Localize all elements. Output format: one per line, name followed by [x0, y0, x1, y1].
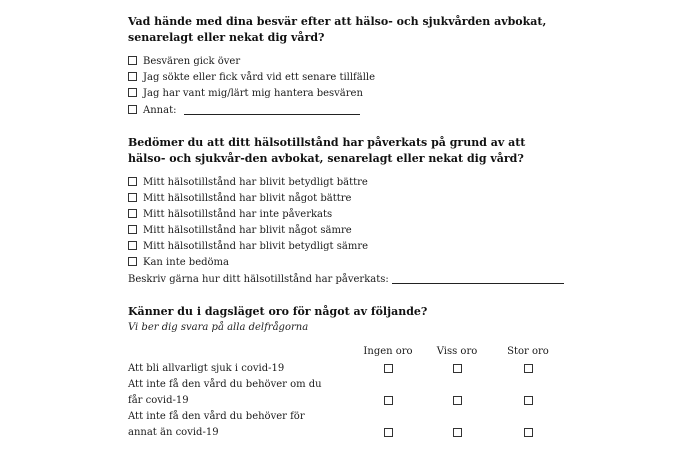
checkbox[interactable] [128, 225, 137, 234]
row1-viss-oro-checkbox[interactable] [453, 364, 462, 373]
q2-option-1[interactable]: Mitt hälsotillstånd har blivit betydligt bättre [128, 176, 368, 190]
q1-option-3[interactable]: Jag har vant mig/lärt mig hantera besvären [128, 87, 363, 101]
row2-viss-oro-checkbox[interactable] [453, 396, 462, 405]
checkbox[interactable] [128, 209, 137, 218]
other-text-line[interactable] [184, 103, 360, 115]
checkbox[interactable] [128, 72, 137, 81]
q2-describe[interactable] [128, 272, 564, 287]
question-3-subtitle: Vi ber dig svara på alla delfrågorna [128, 322, 309, 333]
checkbox[interactable] [128, 257, 137, 266]
q2-option-6[interactable]: Kan inte bedöma [128, 256, 229, 270]
describe-label: Beskriv gärna hur ditt hälsotillstånd har påverkats: [128, 274, 389, 285]
describe-text-line[interactable] [392, 272, 564, 284]
q2-option-3[interactable]: Mitt hälsotillstånd har inte påverkats [128, 208, 332, 222]
q1-option-1[interactable]: Besvären gick över [128, 55, 240, 69]
checkbox[interactable] [128, 105, 137, 114]
column-header-viss-oro: Viss oro [436, 346, 478, 357]
q1-option-other[interactable]: Annat: [128, 103, 360, 118]
column-header-ingen-oro: Ingen oro [363, 346, 413, 357]
row1-ingen-oro-checkbox[interactable] [384, 364, 393, 373]
row3-stor-oro-checkbox[interactable] [524, 428, 533, 437]
q2-option-2[interactable]: Mitt hälsotillstånd har blivit något bättre [128, 192, 351, 206]
checkbox[interactable] [128, 88, 137, 97]
row2-ingen-oro-checkbox[interactable] [384, 396, 393, 405]
checkbox[interactable] [128, 193, 137, 202]
row1-stor-oro-checkbox[interactable] [524, 364, 533, 373]
column-header-stor-oro: Stor oro [507, 346, 549, 357]
table-row-label: Att bli allvarligt sjuk i covid-19 [128, 363, 285, 374]
question-1-title: Vad hände med dina besvär efter att hälso- och sjukvården avbokat, senarelagt eller nekat dig vård? [128, 15, 547, 44]
q2-option-4[interactable]: Mitt hälsotillstånd har blivit något sämre [128, 224, 352, 238]
row3-viss-oro-checkbox[interactable] [453, 428, 462, 437]
checkbox[interactable] [128, 177, 137, 186]
q2-option-5[interactable]: Mitt hälsotillstånd har blivit betydligt sämre [128, 240, 368, 254]
table-row-label: Att inte få den vård du behöver för annat än covid-19 [128, 411, 305, 438]
table-row-label: Att inte få den vård du behöver om du får covid-19 [128, 379, 322, 406]
row3-ingen-oro-checkbox[interactable] [384, 428, 393, 437]
q1-option-2[interactable]: Jag sökte eller fick vård vid ett senare tillfälle [128, 71, 375, 85]
checkbox[interactable] [128, 56, 137, 65]
question-3-title: Känner du i dagsläget oro för något av följande? [128, 305, 428, 318]
row2-stor-oro-checkbox[interactable] [524, 396, 533, 405]
checkbox[interactable] [128, 241, 137, 250]
question-2-title: Bedömer du att ditt hälsotillstånd har påverkats på grund av att hälso- och sjukvår-den avbokat, senarelagt eller nekat dig vård? [128, 136, 526, 165]
